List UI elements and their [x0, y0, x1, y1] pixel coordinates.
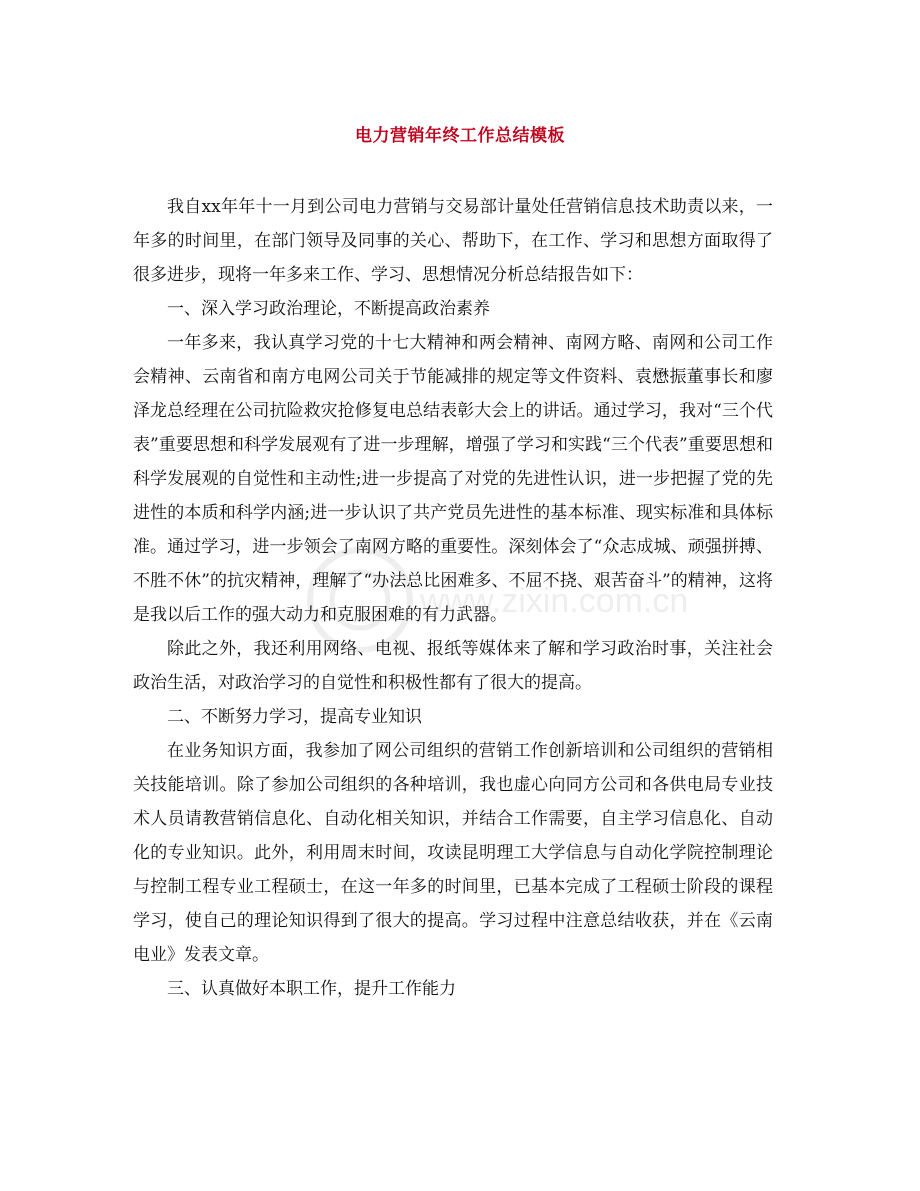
document-body — [133, 190, 773, 1006]
paragraph-political-study: 一年多来，我认真学习党的十七大精神和两会精神、南网方略、南网和公司工作会精神、云南省和南方电网公司关于节能减排的规定等文件资料、袁懋振董事长和廖泽龙总经理在公司抗险救灾抢修复电总结表彰大会上的讲话。通过学习，我对“三个代表”重要思想和科学发展观有了进一步理解，增强了学习和实践“三个代表”重要思想和科学发展观的自觉性和主动性;进一步提高了对党的先进性认识，进一步把握了党的先进性的本质和科学内涵;进一步认识了共产党员先进性的基本标准、现实标准和具体标准。通过学习，进一步领会了南网方略的重要性。深刻体会了“众志成城、顽强拼搏、不胜不休”的抗灾精神，理解了“办法总比困难多、不屈不挠、艰苦奋斗”的精神，这将是我以后工作的强大动力和克服困难的有力武器。 — [133, 333, 773, 625]
watermark-text: www.zixin.com.cn — [420, 582, 689, 620]
section-heading-3: 三、认真做好本职工作，提升工作能力 — [167, 979, 456, 999]
section-heading-1: 一、深入学习政治理论，不断提高政治素养 — [167, 299, 490, 319]
document-title: 电力营销年终工作总结模板 — [355, 126, 565, 146]
paragraph-media-study: 除此之外，我还利用网络、电视、报纸等媒体来了解和学习政治时事，关注社会政治生活，对政治学习的自觉性和积极性都有了很大的提高。 — [133, 639, 773, 693]
section-heading-2: 二、不断努力学习，提高专业知识 — [167, 707, 422, 727]
paragraph-intro: 我自xx年年十一月到公司电力营销与交易部计量处任营销信息技术助责以来，一年多的时间里，在部门领导及同事的关心、帮助下，在工作、学习和思想方面取得了很多进步，现将一年多来工作、学习、思想情况分析总结报告如下： — [133, 197, 773, 285]
paragraph-professional-study: 在业务知识方面，我参加了网公司组织的营销工作创新培训和公司组织的营销相关技能培训。除了参加公司组织的各种培训，我也虚心向同方公司和各供电局专业技术人员请教营销信息化、自动化相关知识，并结合工作需要，自主学习信息化、自动化的专业知识。此外，利用周末时间，攻读昆明理工大学信息与自动化学院控制理论与控制工程专业工程硕士，在这一年多的时间里，已基本完成了工程硕士阶段的课程学习，使自己的理论知识得到了很大的提高。学习过程中注意总结收获，并在《云南电业》发表文章。 — [133, 741, 773, 965]
